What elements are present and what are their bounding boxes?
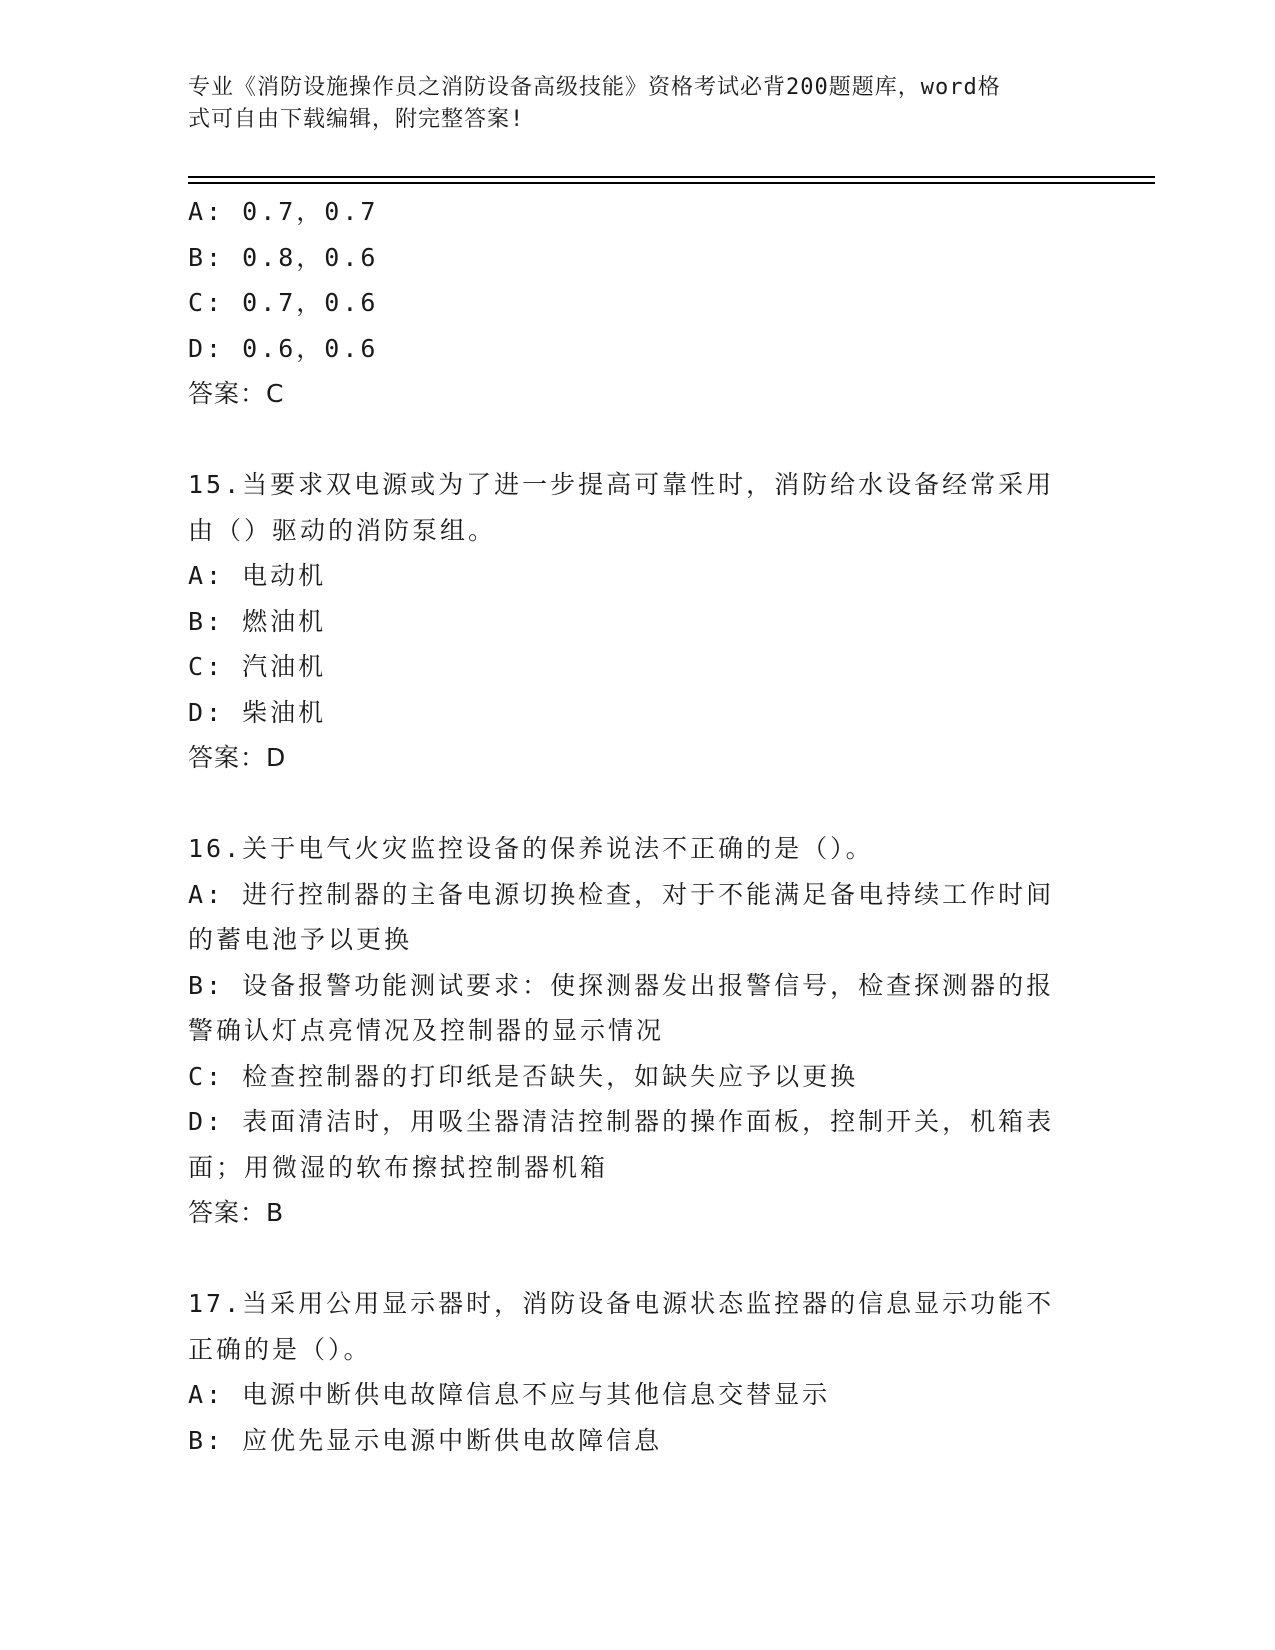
- question-15: [188, 462, 1088, 781]
- q16-option-b-line-1: B: 设备报警功能测试要求：使探测器发出报警信号，检查探测器的报: [188, 970, 1055, 1000]
- header-title-line-1: 专业《消防设施操作员之消防设备高级技能》资格考试必背200题题库，word格: [188, 75, 1001, 100]
- q15-answer: 答案：D: [188, 743, 287, 772]
- question-17: [188, 1281, 1088, 1463]
- q16-option-d-line-2: 面；用微湿的软布擦拭控制器机箱: [188, 1152, 609, 1182]
- header-divider-top: [188, 176, 1155, 178]
- q16-option-d-line-1: D: 表面清洁时，用吸尘器清洁控制器的操作面板，控制开关，机箱表: [188, 1107, 1055, 1136]
- q16-stem-line-1: 16.关于电气火灾监控设备的保养说法不正确的是（）。: [188, 834, 874, 863]
- q15-stem-line-1: 15.当要求双电源或为了进一步提高可靠性时，消防给水设备经常采用: [188, 470, 1055, 499]
- q17-option-a: A: 电源中断供电故障信息不应与其他信息交替显示: [188, 1380, 831, 1409]
- spacer: [188, 781, 1088, 827]
- header-divider-bottom: [188, 182, 1155, 184]
- q16-answer: 答案：B: [188, 1198, 285, 1227]
- question-14: [188, 189, 1088, 417]
- q17-option-b: B: 应优先显示电源中断供电故障信息: [188, 1425, 663, 1455]
- q14-option-b: B: 0.8，0.6: [188, 242, 379, 272]
- q14-option-a: A: 0.7，0.7: [188, 197, 379, 226]
- q14-option-c: C: 0.7，0.6: [188, 288, 379, 317]
- q16-option-c: C: 检查控制器的打印纸是否缺失，如缺失应予以更换: [188, 1061, 859, 1091]
- spacer: [188, 1236, 1088, 1282]
- q16-option-a-line-1: A: 进行控制器的主备电源切换检查，对于不能满足备电持续工作时间: [188, 879, 1055, 909]
- q15-option-d: D: 柴油机: [188, 697, 327, 727]
- q14-answer: 答案：C: [188, 379, 285, 408]
- q14-option-d: D: 0.6，0.6: [188, 333, 379, 363]
- q15-option-b: B: 燃油机: [188, 606, 327, 636]
- document-header: [188, 72, 1068, 136]
- q15-stem-line-2: 由（）驱动的消防泵组。: [188, 515, 497, 545]
- question-list: [188, 189, 1088, 1463]
- header-title-line-2: 式可自由下载编辑，附完整答案!: [188, 107, 525, 132]
- question-16: [188, 826, 1088, 1236]
- q16-option-a-line-2: 的蓄电池予以更换: [188, 925, 413, 954]
- q17-stem-line-2: 正确的是（）。: [188, 1334, 372, 1364]
- q15-option-c: C: 汽油机: [188, 652, 327, 681]
- spacer: [188, 417, 1088, 463]
- q15-option-a: A: 电动机: [188, 561, 327, 590]
- q16-option-b-line-2: 警确认灯点亮情况及控制器的显示情况: [188, 1016, 665, 1045]
- q17-stem-line-1: 17.当采用公用显示器时，消防设备电源状态监控器的信息显示功能不: [188, 1289, 1055, 1318]
